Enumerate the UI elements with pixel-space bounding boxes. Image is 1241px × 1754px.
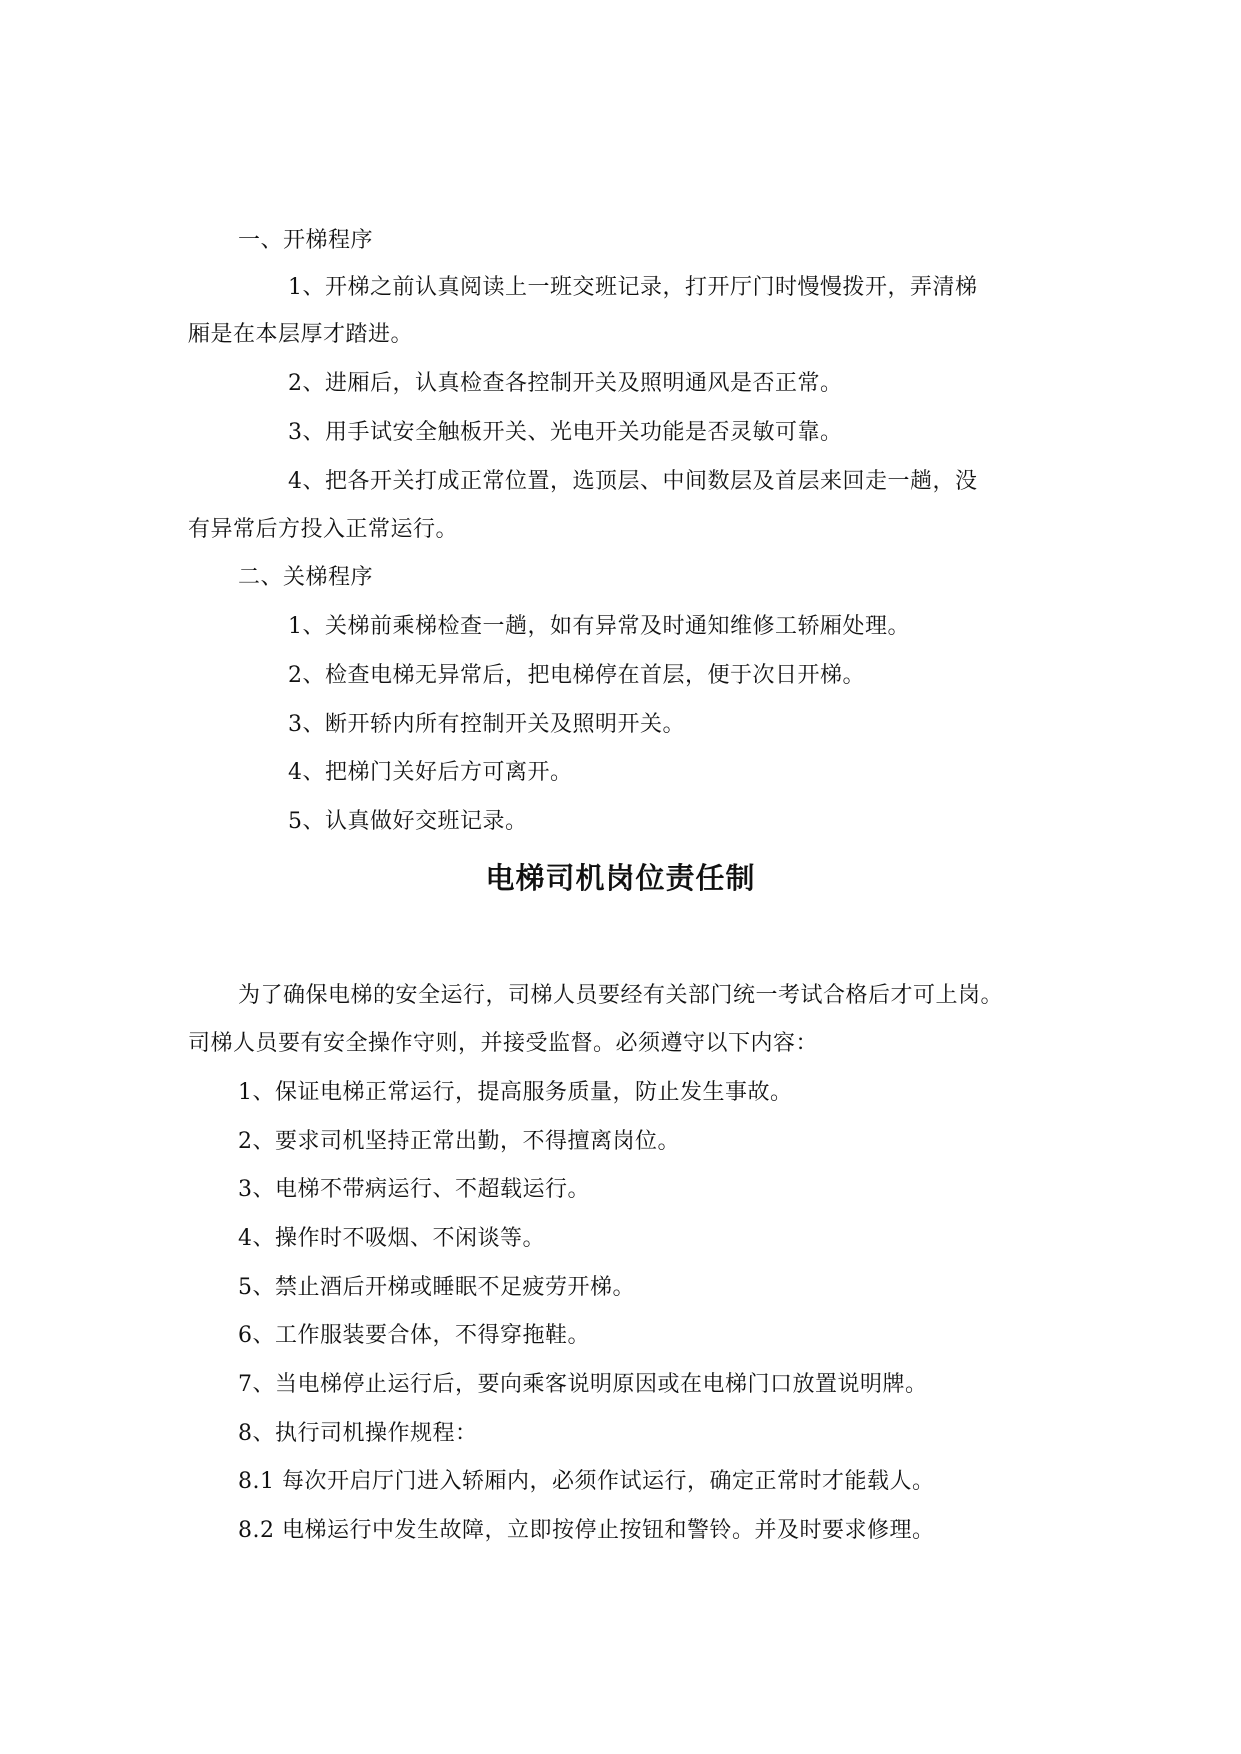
section2-item4: 4、把梯门关好后方可离开。 [288, 760, 573, 785]
duty-item6: 6、工作服装要合体，不得穿拖鞋。 [238, 1323, 590, 1348]
section1-item1-line1: 1、开梯之前认真阅读上一班交班记录，打开厅门时慢慢拨开，弄清梯 [288, 275, 978, 300]
duty-item8-2: 8.2 电梯运行中发生故障，立即按停止按钮和警铃。并及时要求修理。 [238, 1518, 935, 1543]
duty-item8-1: 8.1 每次开启厅门进入轿厢内，必须作试运行，确定正常时才能载人。 [238, 1469, 935, 1494]
duty-item8: 8、执行司机操作规程： [238, 1421, 478, 1446]
duty-item4: 4、操作时不吸烟、不闲谈等。 [238, 1226, 545, 1251]
section1-item4-line1: 4、把各开关打成正常位置，选顶层、中间数层及首层来回走一趟，没 [288, 469, 978, 494]
section1-heading: 一、开梯程序 [238, 228, 374, 253]
section2-item5: 5、认真做好交班记录。 [288, 809, 528, 834]
section1-item1-line2: 厢是在本层厚才踏进。 [188, 322, 414, 347]
document-title: 电梯司机岗位责任制 [485, 861, 756, 895]
section2-heading: 二、关梯程序 [238, 565, 374, 590]
section1-item2: 2、进厢后，认真检查各控制开关及照明通风是否正常。 [288, 371, 843, 396]
section1-item4-line2: 有异常后方投入正常运行。 [188, 517, 459, 542]
duty-intro-line2: 司梯人员要有安全操作守则，并接受监督。必须遵守以下内容： [188, 1031, 819, 1056]
section2-item2: 2、检查电梯无异常后，把电梯停在首层，便于次日开梯。 [288, 663, 865, 688]
duty-item3: 3、电梯不带病运行、不超载运行。 [238, 1177, 590, 1202]
duty-item1: 1、保证电梯正常运行，提高服务质量，防止发生事故。 [238, 1080, 793, 1105]
duty-item2: 2、要求司机坚持正常出勤，不得擅离岗位。 [238, 1129, 680, 1154]
duty-item5: 5、禁止酒后开梯或睡眠不足疲劳开梯。 [238, 1275, 635, 1300]
section1-item3: 3、用手试安全触板开关、光电开关功能是否灵敏可靠。 [288, 420, 843, 445]
duty-intro-line1: 为了确保电梯的安全运行，司梯人员要经有关部门统一考试合格后才可上岗。 [238, 983, 1004, 1008]
section2-item3: 3、断开轿内所有控制开关及照明开关。 [288, 712, 685, 737]
section2-item1: 1、关梯前乘梯检查一趟，如有异常及时通知维修工轿厢处理。 [288, 614, 910, 639]
duty-item7: 7、当电梯停止运行后，要向乘客说明原因或在电梯门口放置说明牌。 [238, 1372, 928, 1397]
